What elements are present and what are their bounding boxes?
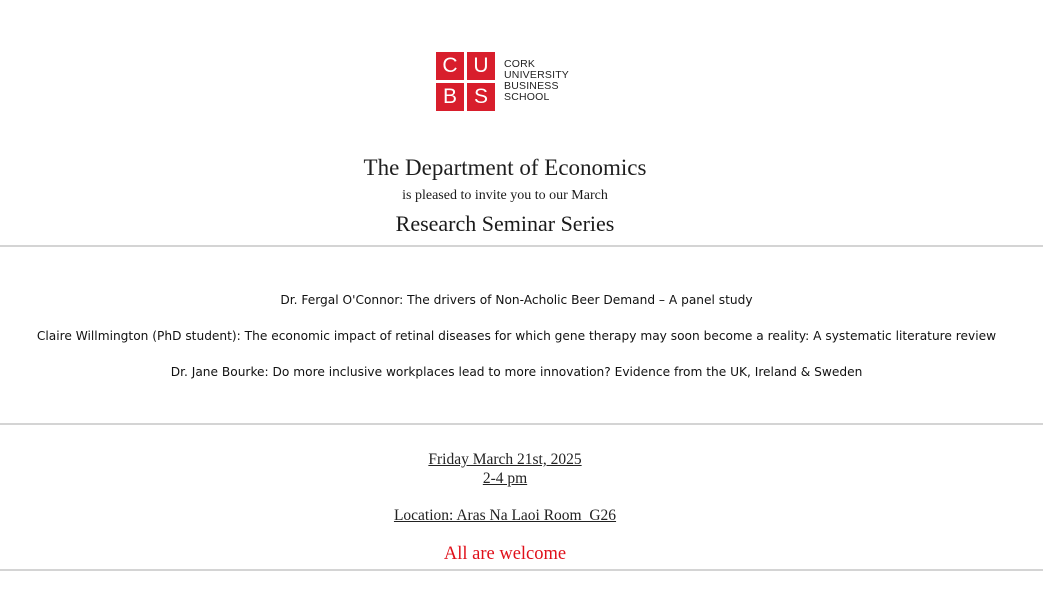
event-date: Friday March 21st, 2025 bbox=[428, 451, 582, 468]
logo-letter-b: B bbox=[436, 83, 464, 111]
logo-letter-u: U bbox=[467, 52, 495, 80]
logo-letter-s: S bbox=[467, 83, 495, 111]
divider-bottom bbox=[0, 569, 1043, 571]
logo-line-university: UNIVERSITY bbox=[504, 69, 570, 81]
divider-top bbox=[0, 245, 1043, 247]
talk-item-oconnor: Dr. Fergal O'Connor: The drivers of Non-Acholic Beer Demand – A panel study bbox=[280, 293, 753, 307]
invite-text: is pleased to invite you to our March bbox=[402, 188, 608, 203]
logo-letter-grid bbox=[436, 52, 496, 112]
talk-item-bourke: Dr. Jane Bourke: Do more inclusive workplaces lead to more innovation? Evidence from the UK, Ireland & Sweden bbox=[170, 365, 863, 379]
cubs-logo bbox=[436, 52, 586, 114]
department-title: The Department of Economics bbox=[363, 155, 647, 180]
event-location: Location: Aras Na Laoi Room_G26 bbox=[393, 507, 617, 524]
logo-wordmark bbox=[504, 59, 569, 103]
logo-letter-c: C bbox=[436, 52, 464, 80]
divider-middle bbox=[0, 423, 1043, 425]
logo-line-cork: CORK bbox=[504, 58, 536, 70]
seminar-series-title: Research Seminar Series bbox=[395, 211, 615, 236]
event-time: 2-4 pm bbox=[482, 470, 528, 487]
logo-line-school: SCHOOL bbox=[504, 91, 550, 103]
talk-item-willmington: Claire Willmington (PhD student): The economic impact of retinal diseases for which gene therapy may soon become a reality: A systematic literature review bbox=[36, 329, 997, 343]
welcome-message: All are welcome bbox=[443, 544, 567, 564]
logo-line-business: BUSINESS bbox=[504, 80, 559, 92]
